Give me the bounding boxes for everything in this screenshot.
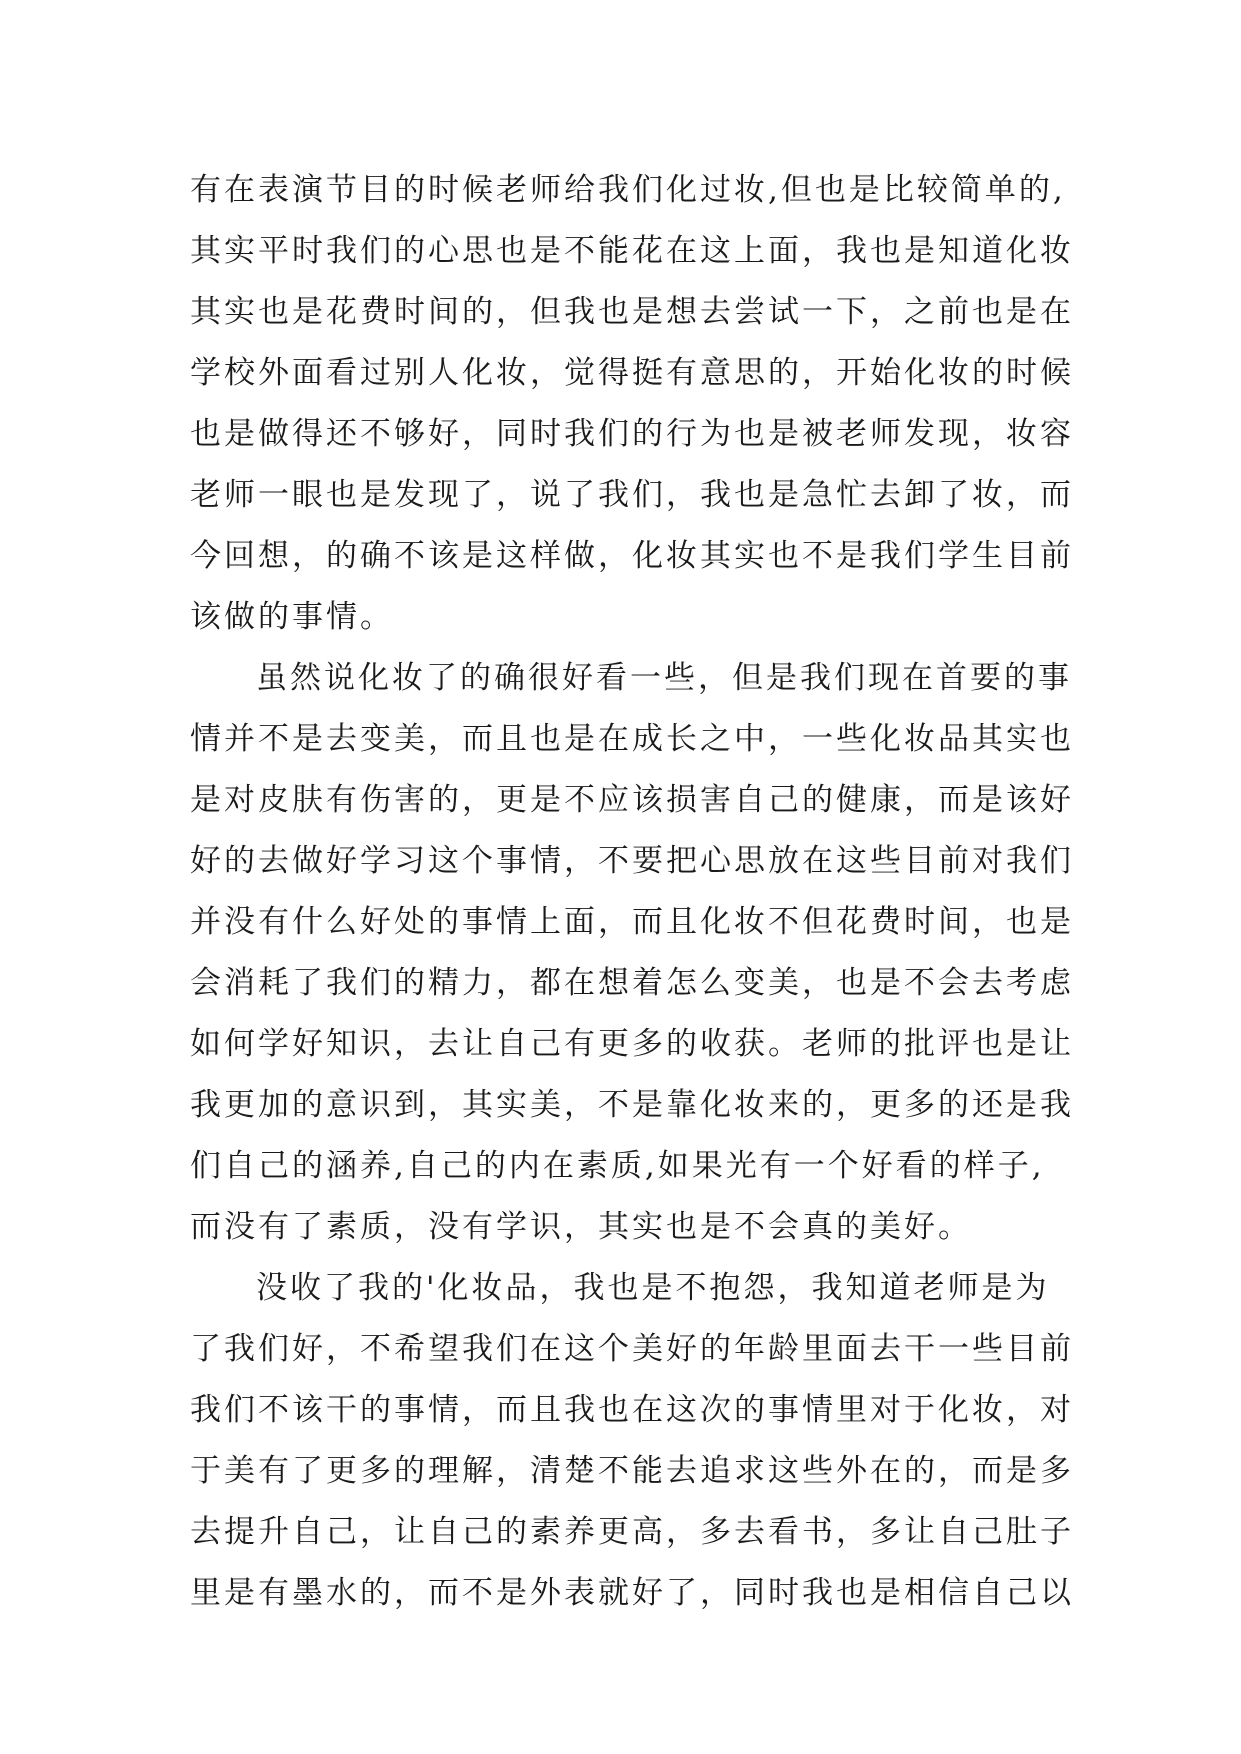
- text-line: 有在表演节目的时候老师给我们化过妆,但也是比较简单的,: [190, 172, 1066, 208]
- text-line: 今回想，的确不该是这样做，化妆其实也不是我们学生目前: [190, 538, 1074, 574]
- text-line: 如何学好知识，去让自己有更多的收获。老师的批评也是让: [190, 1026, 1074, 1062]
- text-line: 我们不该干的事情，而且我也在这次的事情里对于化妆，对: [190, 1392, 1074, 1428]
- text-line: 学校外面看过别人化妆，觉得挺有意思的，开始化妆的时候: [190, 355, 1074, 391]
- text-line: 里是有墨水的，而不是外表就好了，同时我也是相信自己以: [190, 1575, 1074, 1611]
- paragraph: [190, 648, 1090, 1258]
- document-body: [190, 160, 1090, 1624]
- text-line: 没收了我的'化妆品，我也是不抱怨，我知道老师是为: [256, 1270, 1050, 1306]
- text-line: 其实也是花费时间的，但我也是想去尝试一下，之前也是在: [190, 294, 1074, 330]
- text-line: 们自己的涵养,自己的内在素质,如果光有一个好看的样子,: [190, 1148, 1045, 1184]
- text-line: 该做的事情。: [190, 599, 394, 635]
- text-line: 其实平时我们的心思也是不能花在这上面，我也是知道化妆: [190, 233, 1074, 269]
- text-line: 并没有什么好处的事情上面，而且化妆不但花费时间，也是: [190, 904, 1074, 940]
- text-line: 老师一眼也是发现了，说了我们，我也是急忙去卸了妆，而: [190, 477, 1074, 513]
- text-line: 是对皮肤有伤害的，更是不应该损害自己的健康，而是该好: [190, 782, 1074, 818]
- text-line: 虽然说化妆了的确很好看一些，但是我们现在首要的事: [256, 660, 1072, 696]
- text-line: 会消耗了我们的精力，都在想着怎么变美，也是不会去考虑: [190, 965, 1074, 1001]
- paragraph: [190, 160, 1090, 648]
- text-line: 而没有了素质，没有学识，其实也是不会真的美好。: [190, 1209, 972, 1245]
- text-line: 我更加的意识到，其实美，不是靠化妆来的，更多的还是我: [190, 1087, 1074, 1123]
- text-line: 情并不是去变美，而且也是在成长之中，一些化妆品其实也: [190, 721, 1074, 757]
- text-line: 好的去做好学习这个事情，不要把心思放在这些目前对我们: [190, 843, 1074, 879]
- text-line: 于美有了更多的理解，清楚不能去追求这些外在的，而是多: [190, 1453, 1074, 1489]
- text-line: 了我们好，不希望我们在这个美好的年龄里面去干一些目前: [190, 1331, 1074, 1367]
- text-line: 也是做得还不够好，同时我们的行为也是被老师发现，妆容: [190, 416, 1074, 452]
- text-line: 去提升自己，让自己的素养更高，多去看书，多让自己肚子: [190, 1514, 1074, 1550]
- paragraph: [190, 1258, 1090, 1624]
